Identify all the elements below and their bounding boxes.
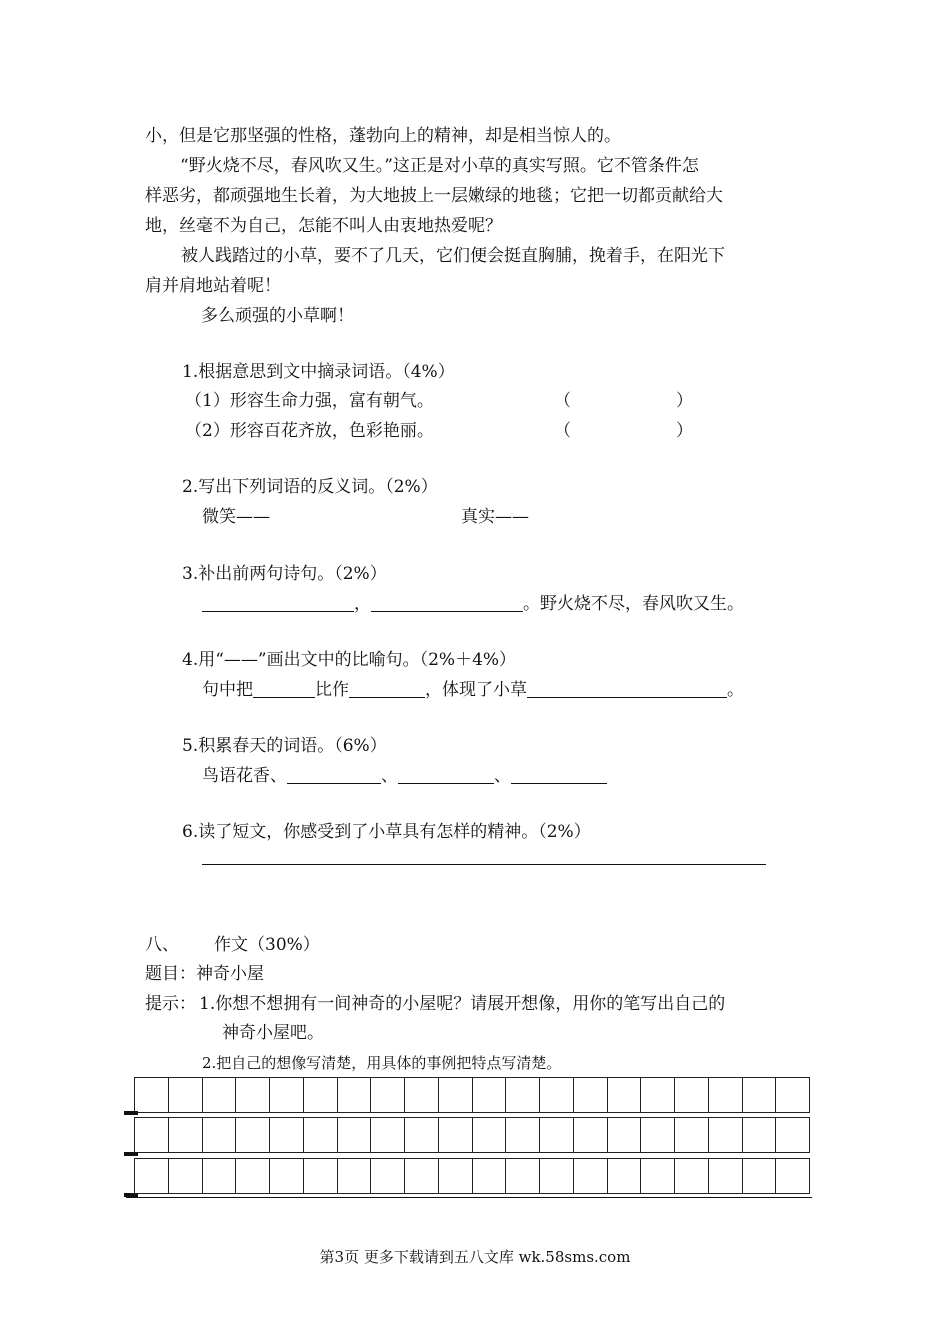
comma: ，	[354, 594, 371, 614]
text: 、	[381, 766, 398, 786]
hint-1: 1.你想不想拥有一间神奇的小屋呢？请展开想像，用你的笔写出自己的	[199, 994, 726, 1014]
blank[interactable]	[253, 681, 315, 698]
poem-tail: 。野火烧不尽，春风吹又生。	[523, 594, 744, 614]
text: 、	[494, 766, 511, 786]
row-separator	[124, 1111, 138, 1115]
hint-label: 提示：	[145, 994, 196, 1014]
text: 比作	[315, 680, 349, 700]
essay-topic: 题目：神奇小屋	[145, 964, 264, 984]
passage-line: “野火烧不尽，春风吹又生。”这正是对小草的真实写照。它不管条件怎	[180, 156, 699, 176]
passage-line: 小，但是它那坚强的性格，蓬勃向上的精神，却是相当惊人的。	[145, 126, 621, 146]
text: 鸟语花香、	[202, 766, 287, 786]
paren-close: ）	[676, 391, 693, 411]
spring-words-line	[202, 766, 607, 786]
text: 。	[727, 680, 744, 700]
blank[interactable]	[349, 681, 425, 698]
text: ，体现了小草	[425, 680, 527, 700]
paren-close: ）	[676, 421, 693, 441]
writing-grid-row[interactable]	[134, 1077, 810, 1113]
passage-line: 样恶劣，都顽强地生长着，为大地披上一层嫩绿的地毯；它把一切都贡献给大	[145, 186, 723, 206]
blank[interactable]	[202, 595, 354, 612]
paren-open: （	[554, 391, 571, 411]
question-1-item-1: （1）形容生命力强，富有朝气。	[185, 391, 434, 411]
metaphor-fill-line	[202, 680, 744, 700]
hint-1-continued: 神奇小屋吧。	[222, 1023, 324, 1043]
question-3-title: 3.补出前两句诗句。（2%）	[182, 564, 387, 584]
question-1-title: 1.根据意思到文中摘录词语。（4%）	[182, 362, 455, 382]
blank[interactable]	[287, 767, 381, 784]
passage-line: 地，丝毫不为自己，怎能不叫人由衷地热爱呢？	[145, 216, 502, 236]
passage-line: 多么顽强的小草啊！	[201, 306, 354, 326]
question-1-item-2: （2）形容百花齐放，色彩艳丽。	[185, 421, 434, 441]
question-6-title: 6.读了短文，你感受到了小草具有怎样的精神。（2%）	[182, 822, 591, 842]
bottom-rule	[126, 1197, 812, 1198]
text: 句中把	[202, 680, 253, 700]
writing-grid-row[interactable]	[134, 1117, 810, 1153]
blank[interactable]	[511, 767, 607, 784]
writing-grid-row[interactable]	[134, 1158, 810, 1194]
antonym-right: 真实——	[461, 507, 529, 527]
passage-line: 肩并肩地站着呢！	[145, 276, 281, 296]
passage-line: 被人践踏过的小草，要不了几天，它们便会挺直胸脯，挽着手，在阳光下	[181, 246, 725, 266]
page-footer: 第3页 更多下载请到五八文库 wk.58sms.com	[319, 1248, 631, 1266]
hint-2: 2.把自己的想像写清楚，用具体的事例把特点写清楚。	[202, 1054, 562, 1072]
blank[interactable]	[371, 595, 523, 612]
blank[interactable]	[527, 681, 727, 698]
poem-fill-line	[202, 594, 744, 614]
section-number: 八、	[145, 935, 179, 955]
antonym-left: 微笑——	[202, 507, 270, 527]
question-4-title: 4.用“——”画出文中的比喻句。（2%＋4%）	[182, 650, 517, 670]
blank[interactable]	[398, 767, 494, 784]
answer-line[interactable]	[202, 864, 766, 865]
question-2-title: 2.写出下列词语的反义词。（2%）	[182, 477, 438, 497]
section-title: 作文（30%）	[214, 935, 320, 955]
paren-open: （	[554, 421, 571, 441]
question-5-title: 5.积累春天的词语。（6%）	[182, 736, 387, 756]
row-separator	[124, 1152, 138, 1156]
